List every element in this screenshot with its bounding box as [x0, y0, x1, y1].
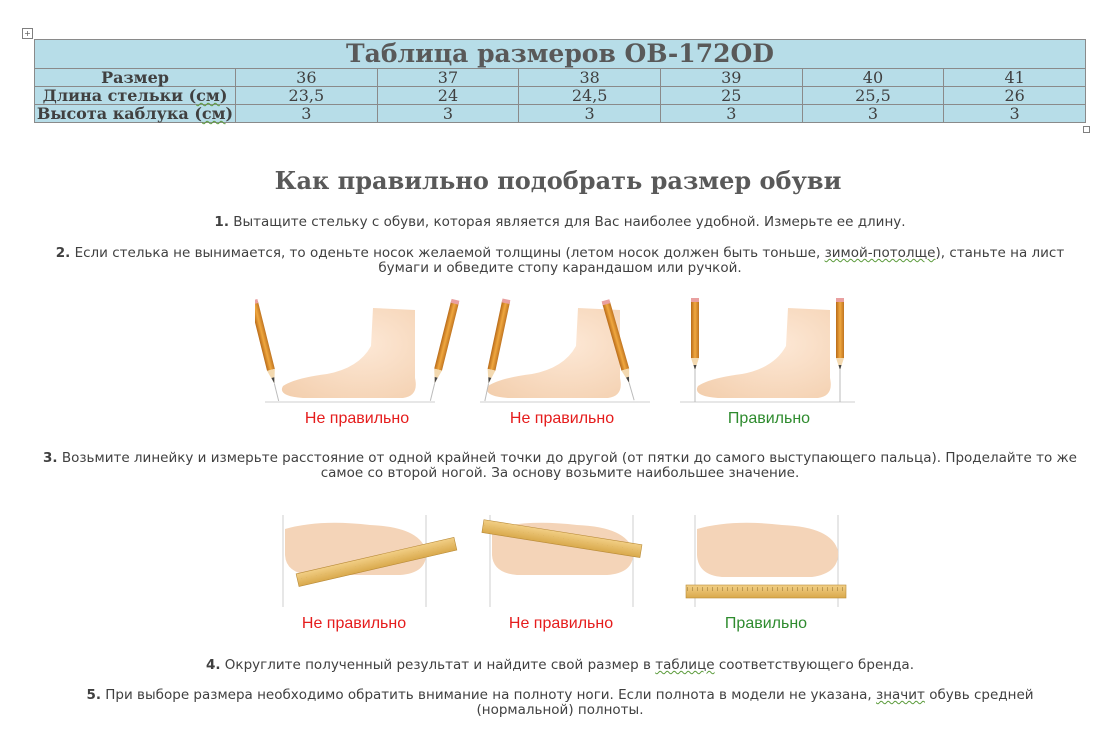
table-cell: 24 — [377, 87, 519, 105]
foot-trace-wrong-2 — [480, 298, 650, 402]
table-cell: 3 — [802, 105, 944, 123]
row-header-size: Размер — [35, 69, 236, 87]
caption-wrong-3: Не правильно — [301, 615, 407, 632]
table-cell: 3 — [519, 105, 661, 123]
table-move-handle[interactable]: + — [22, 28, 33, 39]
size-table — [34, 39, 1086, 123]
table-cell: 40 — [802, 69, 944, 87]
table-cell: 38 — [519, 69, 661, 87]
step-2: 2. Если стелька не вынимается, то оденьте носок желаемой толщины (летом носок должен быть тоньше, зимой-потолще), станьте на лист бумаги и обведите стопу карандашом или ручкой. — [55, 245, 1065, 276]
caption-wrong-2: Не правильно — [509, 410, 615, 427]
caption-wrong-1: Не правильно — [304, 410, 410, 427]
ruler-measure-wrong-1 — [283, 515, 457, 607]
table-cell: 23,5 — [236, 87, 378, 105]
table-row — [35, 69, 1086, 87]
step-1: 1. Вытащите стельку с обуви, которая является для Вас наиболее удобной. Измерьте ее длину. — [214, 214, 906, 230]
foot-trace-wrong-1 — [255, 299, 459, 402]
ruler-illustrations — [280, 515, 850, 607]
ruler-measure-wrong-2 — [482, 515, 642, 607]
table-cell: 39 — [660, 69, 802, 87]
row-header-heel-height: Высота каблука (см) — [35, 105, 236, 123]
table-cell: 25,5 — [802, 87, 944, 105]
ruler-measure-correct — [686, 515, 846, 607]
table-cell: 37 — [377, 69, 519, 87]
caption-wrong-4: Не правильно — [508, 615, 614, 632]
table-cell: 25 — [660, 87, 802, 105]
table-row — [35, 87, 1086, 105]
table-cell: 3 — [377, 105, 519, 123]
caption-correct-1: Правильно — [727, 410, 811, 427]
foot-trace-correct — [680, 298, 855, 402]
table-cell: 3 — [236, 105, 378, 123]
page-title: Как правильно подобрать размер обуви — [274, 166, 842, 195]
table-cell: 3 — [660, 105, 802, 123]
pencil-icon — [426, 299, 459, 402]
pencil-icon — [255, 299, 283, 402]
step-3: 3. Возьмите линейку и измерьте расстояние от одной крайней точки до другой (от пятки до самого выступающего пальца). Проделайте то же самое со второй ногой. За основу возьмите наибольшее значение. — [43, 450, 1077, 481]
row-header-insole-length: Длина стельки (см) — [35, 87, 236, 105]
table-cell: 3 — [944, 105, 1086, 123]
table-cell: 24,5 — [519, 87, 661, 105]
step-5: 5. При выборе размера необходимо обратить внимание на полноту ноги. Если полнота в модели не указана, значит обувь средней (нормальной) полноты. — [86, 687, 1034, 718]
table-resize-handle[interactable] — [1083, 126, 1090, 133]
pencil-icon — [836, 298, 844, 402]
caption-correct-2: Правильно — [724, 615, 808, 632]
tracing-illustrations — [255, 298, 865, 408]
table-cell: 26 — [944, 87, 1086, 105]
ruler-icon — [686, 585, 846, 598]
table-row — [35, 105, 1086, 123]
size-table-title: Таблица размеров OB-172OD — [35, 40, 1086, 69]
table-cell: 41 — [944, 69, 1086, 87]
step-4: 4. Округлите полученный результат и найдите свой размер в таблице соответствующего бренда. — [205, 657, 914, 673]
table-cell: 36 — [236, 69, 378, 87]
